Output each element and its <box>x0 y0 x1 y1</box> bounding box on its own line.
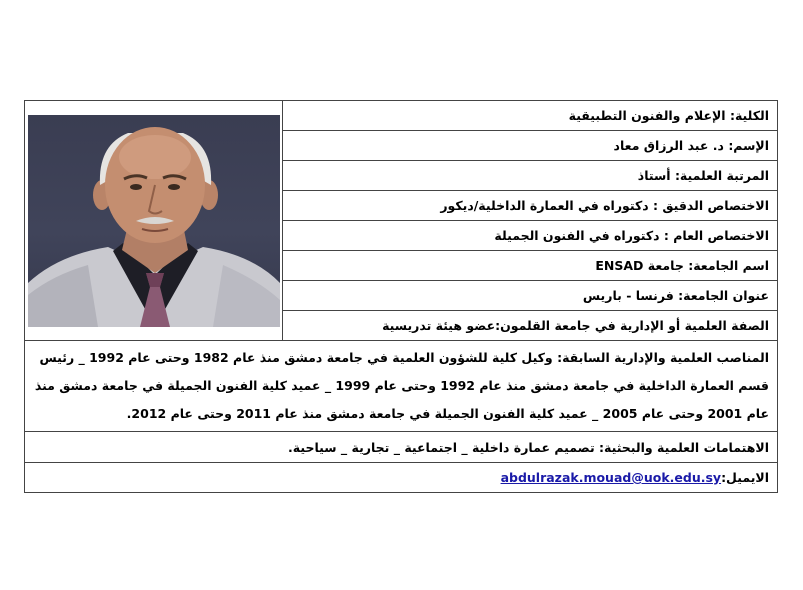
specialization-value: دكتوراه في العمارة الداخلية/ديكور <box>440 198 649 213</box>
interests-row <box>25 432 778 463</box>
email-label: الايميل: <box>721 470 769 485</box>
rank-value: أستاذ <box>637 168 671 183</box>
academic-title-value: عضو هيئة تدريسية <box>382 318 496 333</box>
faculty-label: الكلية: <box>729 108 769 123</box>
academic-title-label: الصفة العلمية أو الإدارية في جامعة القلمون: <box>495 318 769 333</box>
university-row <box>283 251 778 281</box>
general-specialization-label: الاختصاص العام : <box>663 228 769 243</box>
academic-title-row <box>283 311 778 341</box>
name-label: الإسم: <box>728 138 769 153</box>
interests-label: الاهتمامات العلمية والبحثية: <box>599 439 769 455</box>
email-row <box>25 463 778 493</box>
previous-positions-value: وكيل كلية للشؤون العلمية في جامعة دمشق منذ عام 1982 وحتى عام 1992 _ رئيس قسم العمارة الداخلية في جامعة دمشق منذ عام 1992 وحتى عام 1999 _ عميد كلية الفنون الجميلة في جامعة دمشق منذ عام 2001 وحتى عام 2005 _ عميد كلية الفنون الجميلة في جامعة دمشق منذ عام 2011 وحتى عام 2012. <box>34 350 769 421</box>
general-specialization-row <box>283 221 778 251</box>
university-value: جامعة ENSAD <box>595 258 684 273</box>
university-label: اسم الجامعة: <box>688 258 769 273</box>
faculty-row <box>283 101 778 131</box>
portrait-illustration <box>28 115 280 327</box>
university-address-label: عنوان الجامعة: <box>678 288 769 303</box>
name-value: د. عبد الرزاق معاد <box>613 138 724 153</box>
previous-positions-label: المناصب العلمية والإدارية السابقة: <box>557 350 769 365</box>
specialization-label: الاختصاص الدقيق : <box>653 198 769 213</box>
email-link[interactable]: abdulrazak.mouad@uok.edu.sy <box>500 470 722 485</box>
rank-row <box>283 161 778 191</box>
name-row <box>283 131 778 161</box>
interests-value: تصميم عمارة داخلية _ اجتماعية _ تجارية _ سياحية. <box>288 439 595 455</box>
previous-positions-row <box>25 341 778 432</box>
portrait-photo <box>28 115 280 327</box>
photo-cell <box>25 101 283 341</box>
university-address-row <box>283 281 778 311</box>
general-specialization-value: دكتوراه في الفنون الجميلة <box>494 228 660 243</box>
profile-card <box>24 100 778 493</box>
faculty-value: الإعلام والفنون التطبيقية <box>568 108 726 123</box>
university-address-value: فرنسا - باريس <box>582 288 674 303</box>
rank-label: المرتبة العلمية: <box>674 168 769 183</box>
specialization-row <box>283 191 778 221</box>
